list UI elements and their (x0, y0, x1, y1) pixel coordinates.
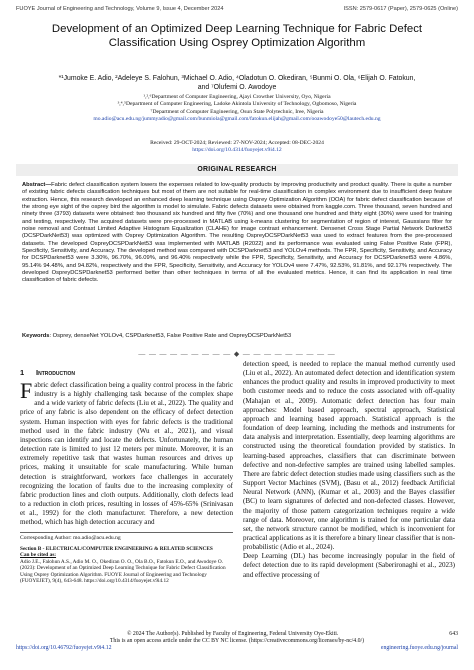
abstract (22, 182, 452, 285)
citation-section: Section B - ELECTRICAL/COMPUTER ENGINEERING & RELATED SCIENCES (20, 545, 213, 552)
title-line-1: Development of an Optimized Deep Learning Technique for Fabric Defect (51, 23, 423, 35)
footer-copyright: © 2024 The Author(s). Published by Faculty of Engineering, Federal University Oye-Ekiti. (126, 631, 339, 637)
footer-site[interactable]: engineering.fuoye.edu.ng/journal (380, 645, 458, 652)
keywords-text: : Osprey, denseNet YOLOv4, CSPDarknet53, False Positive Rate and OspreyDCSPDarkNet53 (49, 333, 292, 339)
citation-text: Adio J.E., Falohun A.S., Adio M. O., Okediran O. O., Ola B.O., Fatokun E.O., and Awodoye O. (2023): Development of an Optimized Deep Learning Technique for Fabric Defect Classification Using Osprey Optimization Algorithm. FUOYE Journal of Engineering and Technology (FUOYEJET), 9(4), 643-648. https://doi.org/10.4314/fuoyejet.v9i4.12 (20, 558, 226, 585)
abstract-label: Abstract— (22, 182, 52, 188)
drop-cap: F (20, 378, 33, 403)
author-emails[interactable]: mo.adio@acu.edu.ng/jummyadio@gmail.com/bunmiola@gmail.com/fatokun.elijah@gmail.com/ooawodoye50@lautech.edu.ng (93, 115, 381, 122)
journal-name: FUOYE Journal of Engineering and Technology, Volume 9, Issue 4, December 2024 (16, 6, 224, 12)
affiliation-3: ⁷Department of Computer Engineering, Osun State Polytechnic, Iree, Nigeria (150, 108, 324, 115)
affiliation-1: ¹,²,⁶Department of Computer Engineering, Ajayi Crowther University, Oyo, Nigeria (143, 94, 331, 100)
citation-box (20, 546, 233, 586)
page-number: 643 (449, 631, 458, 637)
doi-link[interactable]: https://doi.org/10.4314/fuoyejet.v9i4.12 (192, 147, 282, 154)
section-divider: — — — — — — — — — ◆ — — — — — — — — — (138, 351, 336, 358)
authors-line-1: *¹Jumoke E. Adio, ²Adeleye S. Falohun, ³Michael O. Adio, ⁴Oladotun O. Okediran, ⁵Bunmi O. Ola, ⁶Elijah O. Fatokun, (58, 75, 416, 82)
running-head (16, 6, 458, 12)
intro-number: 1 (20, 368, 25, 377)
abstract-text: Fabric defect classification system lowers the expenses related to low-quality products by improving productivity and product quality. There is quite a number of existing fabric defects classification techniques but most of them are not suitable for real-time classification in complex environment due to insufficient deep feature extraction. Hence, this research developed an enhanced deep learning technique using Osprey Optimization Algorithm (OOA) for fabric defect classification because of the strong eye sight of the osprey bird the algorithm is model to simulate. Fabric defects datasets were obtained from kaggle.com. Three thousand, seven hundred and ninety three (3793) datasets were obtained: two thousand six hundred and fifty five (70%) and one thousand one hundred and thirty eight (30%) were used for training and testing, respectively. The acquired datasets were pre-processed in MATLAB using k-means clustering for segmentation of region of interest, Gaussians filter for noise removal and Contrast Limited Adaptive Histogram Equalization (CLAHE) for image contrast enhancement. Densenet Cross Stage Partial Network Darknet53 (DCSPDarkNet53) was optimized with Osprey Optimization Algorithm. The resulting OspreyDCSPDarkNet53 was used to extract features from the pre-processed datasets. The developed OspreyDCSPDarkNet53 was implemented with MATLAB (R2022) and its performance was evaluated using False Positive Rate (FPR), Specificity, Sensitivity, and Accuracy. The developed method was compared with DCSPDarknet53 and YOLOv4 methods. The FPR, Specificity, Sensitivity, and Accuracy for DCSPDarknet53 were 3.30%, 96.70%, 96.09%, and 96.40% respectively while the FPR, Specificity, Sensitivity, and Accuracy for DCSPDarknet53 were 4.86%, 95.14% 94.48%, and 94.82%, respectively and the FPR, Specificity, Sensitivity, and Accuracy for YOLOv4 were 7.47%, 92.53%, 91.81%, and 92.17% respectively. The developed OspreyDCSPDarknet53 performed better than other techniques in terms of all the evaluated metrics. Hence, it can find its application in real time classification of fabric defects. (22, 182, 452, 284)
affiliation-2: ³,⁴,⁵Department of Computer Engineering, Ladoke Akintola University of Technology, Ogbomoso, Nigeria (117, 101, 357, 108)
page-footer (16, 631, 458, 653)
intro-text: abric defect classification being a quality control process in the fabric industry is a highly challenging task because of the complex shape and a wide variety of fabric defects (Liu et al., 2022). The quality and price of any fabric is also dependent on the efficacy of defect detection system. Human inspection with eyes for fabric defects is the traditional method used in the fabric industry (Wu et al., 2021), and visual inspections can identify and locate the defects. Unfortunately, the human detection rate is limited to just 12 meters per minute. Moreover, it is an extremely repetitive task that wastes human resources and drives up prices, making it unsuitable for scale manufacturing. While human detection is straightforward, workers face challenges in accurately recognizing the location of faults due to the increasing complexity of fabric production lines and cloth outputs. Additionally, cloth defects lead to a reduction in cloth prices, resulting in losses of 45%-65% (Srinivasan et al., 1992) for the cloth manufacturer. Therefore, a new detection method, which has high detection accuracy and (20, 381, 233, 527)
right-paragraph-1: detection speed, is needed to replace the manual method currently used (Liu et al., 2022). An automated defect detection and identification system enhances the product quality and results in improved productivity to meet both customer needs and to reduce the costs associated with off-quality (Mahajan et al., 2009). Automatic defect detection has four main approaches: Model based approach, spectral approach, Statistical approach and learning based approach. Statistical approach is the foundation of deep learning, including the methods and instruments for data analysis and interpretation. Essentially, deep learning algorithms are constructed using the theoretical foundation provided by statistics. In learning-based approaches, classifiers that can discriminate between defective and non-defective samples are trained using labelled samples. There are fabric defect detection studies made using classifiers such as the Support Vector Machines (SVM), (Basu et al., 2012) feedback Artificial Neural Network (ANN), (Kumar et al., 2003) and the Bayes classifier (BC) to learn signatures of defected and non-defected classes. However, the majority of those pattern categorization techniques require a wide range of data. Moreover, one algorithm is trained for one particular data set, the network structure cannot be modified, which is inconvenient for practical applications as it is therefore a binary linear classifier that is non-probabilistic (Adio et al., 2024). (243, 360, 455, 552)
article-dates (20, 140, 454, 155)
right-column (243, 360, 455, 580)
affiliations (20, 94, 454, 123)
title-line-2: Classification Using Osprey Optimization Algorithm (108, 37, 366, 49)
authors-line-2: and ⁷Olufemi O. Awodoye (197, 84, 277, 91)
section-label: ORIGINAL RESEARCH (197, 166, 277, 173)
footer-doi[interactable]: https://doi.org/10.46792/fuoyejet.v9i4.12 (16, 645, 112, 652)
corresponding-author: Corresponding Author: mo.adio@acu.edu.ng (20, 532, 233, 542)
citation-label: Can be cited as: (20, 552, 57, 559)
keywords-label: Keywords (22, 333, 50, 339)
received-reviewed-accepted: Received: 29-OCT-2024; Reviewed: 27-NOV-2024; Accepted: 08-DEC-2024 (150, 140, 324, 146)
paper-title (30, 22, 444, 50)
issn: ISSN: 2579-0617 (Paper), 2579-0625 (Online) (343, 6, 458, 12)
right-paragraph-2: Deep Learning (DL) has become increasingly popular in the field of defect detection due to its rapid development (Saberironaghi et al., 2023) and effective processing of (243, 552, 455, 579)
author-list (20, 74, 454, 92)
section-banner (16, 164, 458, 176)
intro-paragraph (20, 378, 233, 528)
left-column (20, 360, 233, 585)
intro-title: Introduction (36, 368, 76, 377)
intro-heading (20, 368, 233, 377)
footer-license: This is an open access article under the CC BY NC license. (https://creativecommons.org/licenses/by-nc/4.0/) (109, 638, 365, 645)
keywords (22, 333, 452, 340)
